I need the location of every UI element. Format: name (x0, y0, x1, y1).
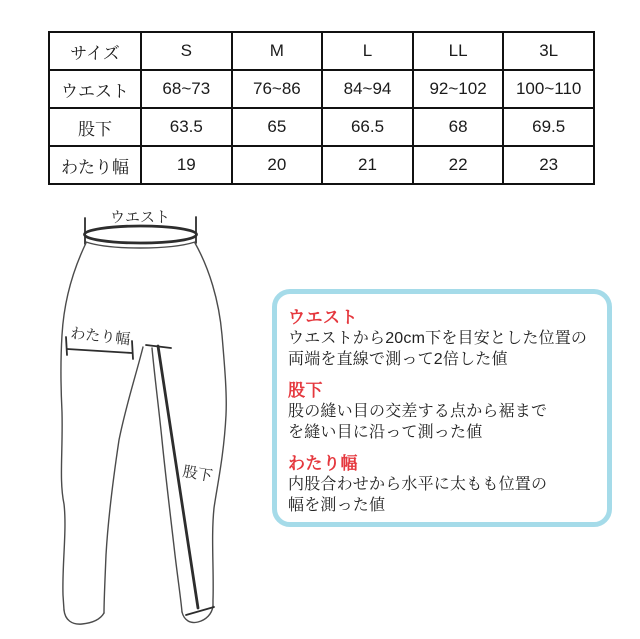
pants-left-outer (61, 243, 86, 610)
thigh-value-3l: 23 (503, 146, 594, 184)
size-col-m: M (232, 32, 323, 70)
table-row-thigh (49, 146, 594, 184)
row-label-inseam: 股下 (49, 108, 141, 146)
size-col-3l: 3L (503, 32, 594, 70)
thigh-value-s: 19 (141, 146, 232, 184)
inseam-value-s: 63.5 (141, 108, 232, 146)
size-table (48, 31, 595, 185)
info-text: 幅を測った値 (288, 497, 386, 514)
info-text: ウエストから20cm下を目安とした位置の (288, 330, 588, 347)
inseam-value-m: 65 (232, 108, 323, 146)
waist-value-m: 76~86 (232, 70, 323, 108)
inseam-value-3l: 69.5 (503, 108, 594, 146)
pants-diagram (45, 200, 295, 639)
row-label-waist: ウエスト (49, 70, 141, 108)
info-text: 両端を直線で測って2倍した値 (288, 351, 508, 368)
pants-right-outer (195, 243, 226, 606)
waist-value-3l: 100~110 (503, 70, 594, 108)
waist-value-l: 84~94 (322, 70, 413, 108)
inseam-diagram-label: 股下 (181, 463, 214, 486)
info-text: を縫い目に沿って測った値 (288, 424, 483, 441)
info-heading-thigh: わたり幅 (288, 454, 358, 473)
info-section-thigh (288, 453, 599, 516)
inseam-value-l: 66.5 (322, 108, 413, 146)
size-header-cell: サイズ (49, 32, 141, 70)
waist-diagram-label: ウエスト (109, 209, 171, 226)
measurement-info-box (272, 289, 612, 527)
row-label-thigh: わたり幅 (49, 146, 141, 184)
inseam-value-ll: 68 (413, 108, 504, 146)
table-row-inseam (49, 108, 594, 146)
thigh-value-l: 21 (322, 146, 413, 184)
table-row-waist (49, 70, 594, 108)
info-heading-inseam: 股下 (288, 381, 323, 400)
thigh-value-ll: 22 (413, 146, 504, 184)
thigh-tick-left (66, 337, 67, 355)
size-col-ll: LL (413, 32, 504, 70)
waist-value-ll: 92~102 (413, 70, 504, 108)
info-text: 内股合わせから水平に太もも位置の (288, 476, 548, 493)
info-text: 股の縫い目の交差する点から裾まで (288, 403, 548, 420)
thigh-value-m: 20 (232, 146, 323, 184)
size-col-l: L (322, 32, 413, 70)
thigh-diagram-label: わたり幅 (69, 325, 132, 349)
left-hem (64, 610, 104, 624)
thigh-tick-right (132, 341, 133, 359)
pants-left-inner (104, 347, 143, 613)
waist-ellipse (85, 226, 197, 243)
thigh-measure-line (67, 349, 132, 353)
info-section-inseam (288, 380, 599, 443)
info-heading-waist: ウエスト (288, 308, 358, 327)
size-col-s: S (141, 32, 232, 70)
info-section-waist (288, 307, 599, 370)
waist-value-s: 68~73 (141, 70, 232, 108)
size-table-header-row (49, 32, 594, 70)
